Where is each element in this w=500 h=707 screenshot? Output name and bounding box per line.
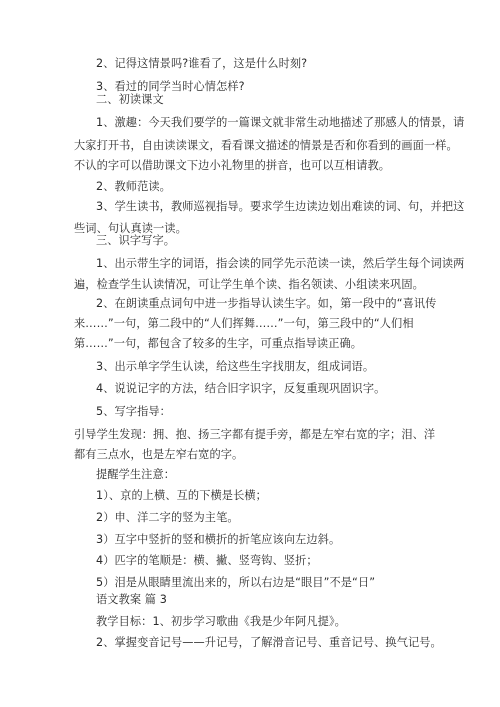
text-line-12: 遍，检查学生认读情况，可让学生单个读、指名领读、小组读来巩固。 [74, 278, 424, 291]
text-line-8: 3、学生读书，教师巡视指导。要求学生边读边划出难读的词、句，并把这 [96, 200, 465, 213]
text-line-23: 2）申、洋二字的竖为主笔。 [96, 511, 239, 524]
text-line-9: 些词、句认真读一读。 [74, 222, 187, 235]
text-line-24: 3）互字中竖折的竖和横折的折笔应该向左边斜。 [96, 533, 341, 546]
section-heading-first-reading: 二、初读课文 [96, 93, 164, 106]
text-line-21: 提醒学生注意： [96, 468, 176, 481]
section-heading-literacy: 三、识字写字。 [96, 234, 176, 247]
text-line-1: 2、记得这情景吗?谁看了，这是什么时刻? [96, 57, 308, 70]
text-line-25: 4）匹字的笔顺是：横、撇、竖弯钩、竖折； [96, 554, 318, 567]
text-line-18: 5、写字指导： [96, 405, 171, 418]
text-line-26: 5）泪是从眼睛里流出来的，所以右边是“眼目”不是“日” [96, 576, 376, 589]
text-line-20: 都有三点水，也是左窄右宽的字。 [74, 448, 244, 461]
text-line-6: 不认的字可以借助课文下边小礼物里的拼音，也可以互相请教。 [74, 159, 391, 172]
text-line-19: 引导学生发现：拥、抱、扬三字都有提手旁，都是左窄右宽的字；泪、洋 [74, 428, 436, 441]
text-line-11: 1、出示带生字的词语，指会读的同学先示范读一读，然后学生每个词读两 [96, 257, 465, 270]
text-line-22: 1）、京的上横、互的下横是长横； [96, 489, 267, 502]
text-line-15: 第……”一句，都包含了较多的生字，可重点指导读正确。 [74, 337, 363, 350]
text-line-7: 2、教师范读。 [96, 180, 171, 193]
text-line-4: 1、激趣：今天我们要学的一篇课文就非常生动地描述了那感人的情景，请 [96, 116, 465, 129]
text-line-14: 来……”一句，第二段中的“人们挥舞……”一句，第三段中的“人们相 [74, 317, 414, 330]
text-line-29: 2、掌握变音记号——升记号，了解滑音记号、重音记号、换气记号。 [96, 636, 442, 649]
text-line-17: 4、说说记字的方法，结合旧字识字，反复重现巩固识字。 [96, 382, 386, 395]
section-heading-lesson-3: 语文教案 篇 3 [96, 593, 167, 606]
text-line-2: 3、看过的同学当时心情怎样? [96, 80, 245, 93]
text-line-16: 3、出示单字学生认读，给这些生字找朋友，组成词语。 [96, 360, 375, 373]
text-line-28: 教学目标：1、初步学习歌曲《我是少年阿凡提》。 [96, 615, 346, 628]
text-line-13: 2、在朗读重点词句中进一步指导认读生字。如，第一段中的“喜讯传 [96, 297, 437, 310]
text-line-5: 大家打开书，自由读读课文，看看课文描述的情景是否和你看到的画面一样。 [74, 139, 458, 152]
